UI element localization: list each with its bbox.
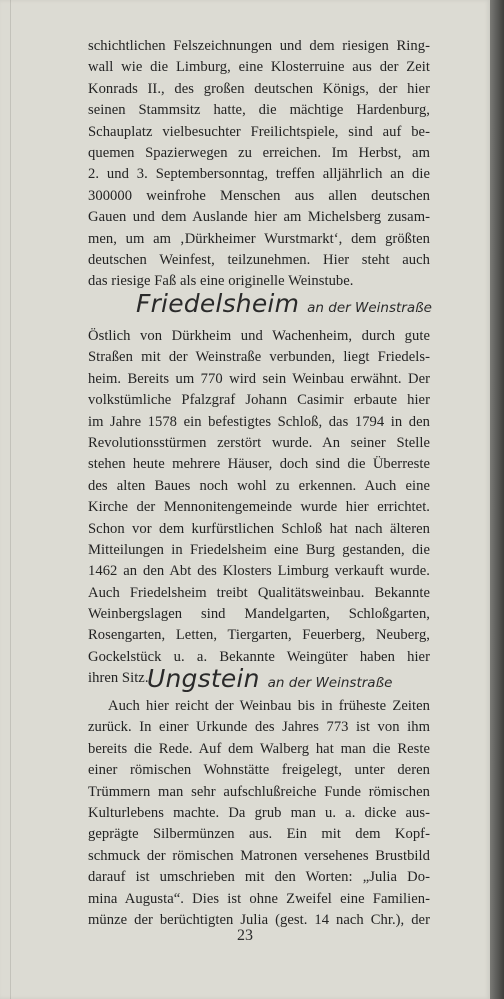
text-line: darauf ist umschrieben mit den Worten: „Julia Do-	[88, 869, 430, 886]
text-line: Straßen mit der Weinstraße verbunden, liegt Friedels-	[88, 349, 430, 366]
text-line: 2. und 3. Septembersonntag, treffen alljährlich an die	[88, 166, 430, 183]
text-line: Kulturlebens machte. Da grub man u. a. dicke aus-	[88, 804, 430, 821]
text-line: bereits die Rede. Auf dem Walberg hat man die Reste	[88, 740, 430, 757]
paragraph-friedelsheim	[88, 326, 430, 690]
text-line: schmuck der römischen Matronen versehenes Brustbild	[88, 847, 430, 864]
text-line: zurück. In einer Urkunde des Jahres 773 ist von ihm	[88, 719, 430, 736]
paragraph-ungstein	[88, 696, 430, 931]
text-line: stehen heute mehrere Häuser, doch sind die Überreste	[88, 456, 430, 473]
text-line: schichtlichen Felszeichnungen und dem riesigen Ring-	[88, 38, 430, 54]
text-line: Auch Friedelsheim treibt Qualitätsweinbau. Bekannte	[88, 584, 430, 601]
text-line: ihren Sitz.	[88, 670, 149, 687]
text-line: Kirche der Mennonitengemeinde wurde hier errichtet.	[88, 499, 430, 516]
text-line: Auch hier reicht der Weinbau bis in früheste Zeiten	[108, 698, 430, 714]
text-line: 1462 an den Abt des Klosters Limburg verkauft wurde.	[88, 563, 430, 580]
text-line: wall wie die Limburg, eine Klosterruine aus der Zeit	[88, 59, 430, 76]
heading-ungstein	[147, 664, 392, 693]
page-number: 23	[237, 927, 253, 944]
text-line: im Jahre 1578 ein befestigtes Schloß, das 1794 in den	[88, 413, 430, 430]
text-line: Mitteilungen in Friedelsheim eine Burg gestanden, die	[88, 541, 430, 558]
text-line: das riesige Faß als eine originelle Weinstube.	[88, 273, 354, 290]
heading-title: Ungstein	[147, 664, 260, 693]
text-line: Revolutionsstürmen zerstört wurde. An seiner Stelle	[88, 434, 430, 451]
text-line: Schon vor dem kurfürstlichen Schloß hat nach älteren	[88, 520, 430, 537]
text-line: heim. Bereits um 770 wird sein Weinbau erwähnt. Der	[88, 370, 430, 387]
text-line: Gockelstück u. a. Bekannte Weingüter haben hier	[88, 648, 430, 665]
text-line: Trümmern man sehr aufschlußreiche Funde römischen	[88, 783, 430, 800]
text-line: des alten Baues noch wohl zu erkennen. Auch eine	[88, 477, 430, 494]
text-line: Konrads II., des großen deutschen Königs, der hier	[88, 80, 430, 97]
text-line: Schauplatz vielbesuchter Freilichtspiele, sind auf be-	[88, 123, 430, 140]
text-line: geprägte Silbermünzen aus. Ein mit dem Kopf-	[88, 826, 430, 843]
text-line: 300000 weinfrohe Menschen aus allen deutschen	[88, 187, 430, 204]
text-line: münze der berüchtigten Julia (gest. 14 nach Chr.), der	[88, 911, 430, 928]
text-line: Östlich von Dürkheim und Wachenheim, durch gute	[88, 328, 430, 344]
heading-subtitle: an der Weinstraße	[307, 300, 432, 316]
text-line: Rosengarten, Letten, Tiergarten, Feuerberg, Neuberg,	[88, 627, 430, 644]
text-line: quemen Spazierwegen zu erreichen. Im Herbst, am	[88, 144, 430, 161]
page-edge-shadow	[490, 0, 504, 999]
text-line: volkstümliche Pfalzgraf Johann Casimir erbaute hier	[88, 392, 430, 409]
heading-title: Friedelsheim	[136, 289, 300, 318]
paragraph-intro	[88, 36, 430, 293]
text-line: deutschen Weinfest, teilzunehmen. Hier steht auch	[88, 251, 430, 268]
text-line: Weinbergslagen sind Mandelgarten, Schloßgarten,	[88, 606, 430, 623]
text-line: seinen Stammsitz hatte, die mächtige Hardenburg,	[88, 102, 430, 119]
text-line: Gauen und dem Auslande hier am Michelsberg zusam-	[88, 209, 430, 226]
text-line: mina Augusta“. Dies ist ohne Zweifel eine Familien-	[88, 890, 430, 907]
text-line: men, um am ‚Dürkheimer Wurstmarkt‘, dem größten	[88, 230, 430, 247]
heading-friedelsheim	[136, 289, 432, 318]
text-line: einer römischen Wohnstätte freigelegt, unter deren	[88, 762, 430, 779]
heading-subtitle: an der Weinstraße	[267, 675, 393, 691]
